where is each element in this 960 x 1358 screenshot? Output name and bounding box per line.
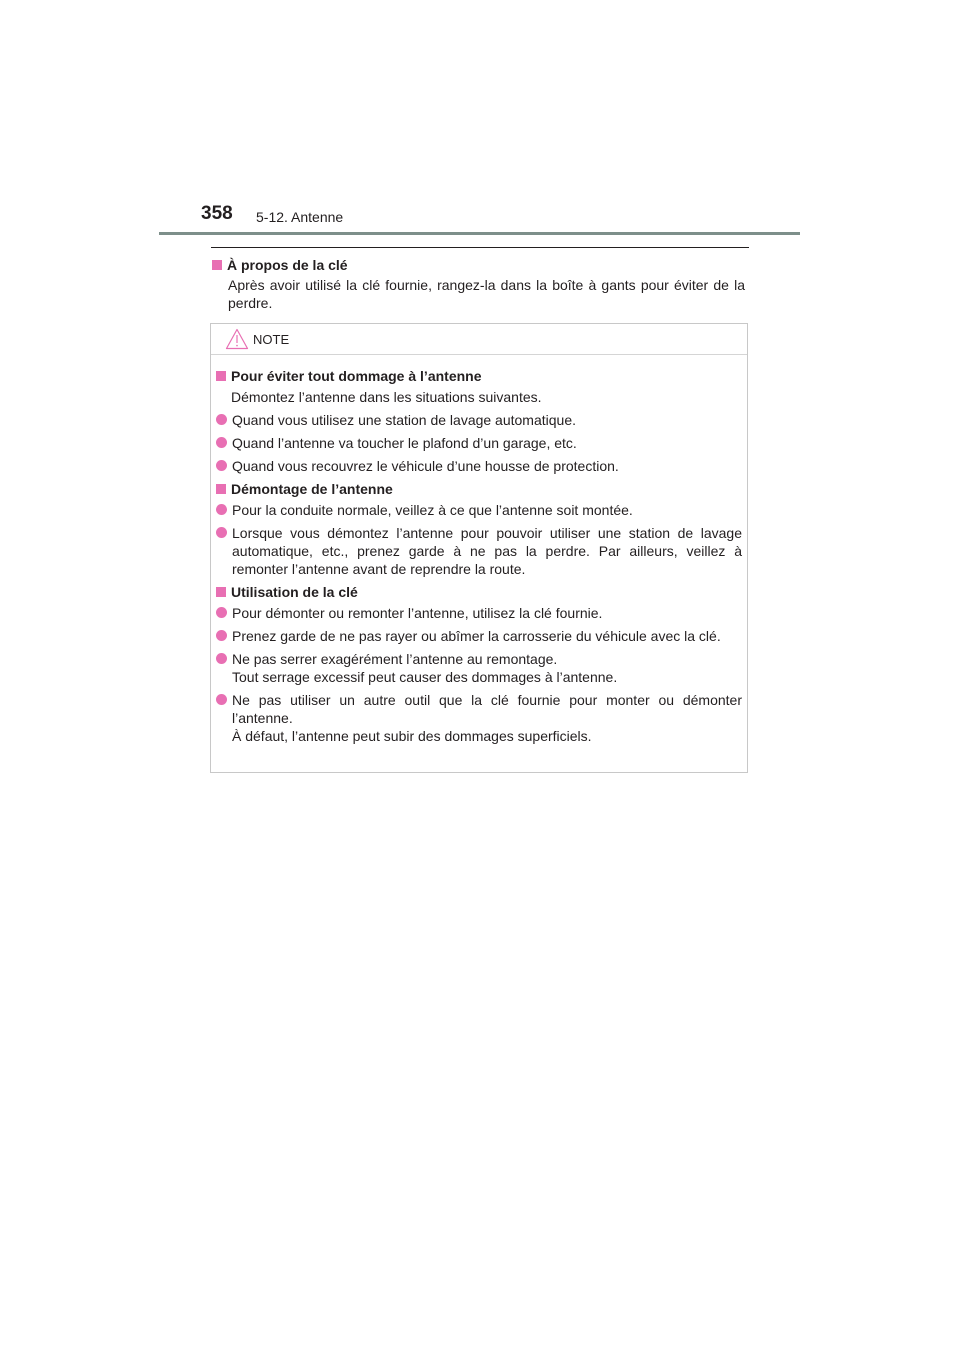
bullet-text: Pour démonter ou remonter l’antenne, utilisez la clé fournie.	[232, 605, 603, 621]
round-bullet-icon	[216, 504, 227, 515]
square-bullet-icon	[212, 260, 222, 270]
note-section-heading	[216, 480, 742, 498]
note-section-heading-text: Démontage de l’antenne	[231, 481, 393, 497]
header-rule	[159, 232, 800, 235]
note-label: NOTE	[253, 332, 290, 347]
bullet-item	[216, 524, 742, 578]
round-bullet-icon	[216, 460, 227, 471]
intro-heading-text: À propos de la clé	[227, 257, 348, 273]
note-body	[211, 355, 747, 745]
bullet-text: À défaut, l’antenne peut subir des dommages superficiels.	[232, 728, 592, 744]
bullet-item	[216, 604, 742, 622]
intro-section	[212, 256, 745, 312]
bullet-item	[216, 501, 742, 519]
bullet-text: Ne pas serrer exagérément l’antenne au remontage.	[232, 651, 558, 667]
round-bullet-icon	[216, 694, 227, 705]
bullet-item	[216, 650, 742, 686]
note-section-heading	[216, 583, 742, 601]
bullet-item	[216, 627, 742, 645]
bullet-item	[216, 434, 742, 452]
square-bullet-icon	[216, 587, 226, 597]
round-bullet-icon	[216, 653, 227, 664]
warning-triangle-icon	[225, 328, 249, 350]
round-bullet-icon	[216, 630, 227, 641]
bullet-item	[216, 691, 742, 745]
round-bullet-icon	[216, 437, 227, 448]
intro-text: Après avoir utilisé la clé fournie, rangez-la dans la boîte à gants pour éviter de la perdre.	[228, 277, 745, 311]
round-bullet-icon	[216, 607, 227, 618]
square-bullet-icon	[216, 371, 226, 381]
bullet-text: Pour la conduite normale, veillez à ce que l’antenne soit montée.	[232, 502, 633, 518]
bullet-text: Lorsque vous démontez l’antenne pour pouvoir utiliser une station de lavage automatique, etc., prenez garde à ne pas la perdre. Par ailleurs, veillez à remonter l’antenne avant de reprendre la route.	[232, 525, 742, 577]
bullet-text: Tout serrage excessif peut causer des dommages à l’antenne.	[232, 669, 618, 685]
note-section	[216, 367, 742, 475]
page-number: 358	[201, 203, 233, 224]
content-rule	[211, 247, 749, 248]
note-section-heading	[216, 367, 742, 385]
bullet-text: Quand vous utilisez une station de lavage automatique.	[232, 412, 577, 428]
bullet-item	[216, 411, 742, 429]
note-section-heading-text: Pour éviter tout dommage à l’antenne	[231, 368, 482, 384]
round-bullet-icon	[216, 527, 227, 538]
bullet-text: Prenez garde de ne pas rayer ou abîmer la carrosserie du véhicule avec la clé.	[232, 628, 721, 644]
bullet-text: Quand vous recouvrez le véhicule d’une housse de protection.	[232, 458, 619, 474]
note-section-heading-text: Utilisation de la clé	[231, 584, 358, 600]
section-title: 5-12. Antenne	[256, 209, 344, 225]
square-bullet-icon	[216, 484, 226, 494]
round-bullet-icon	[216, 414, 227, 425]
note-header	[211, 324, 747, 355]
bullet-text: Ne pas utiliser un autre outil que la clé fournie pour monter ou démonter l’antenne.	[232, 692, 742, 726]
intro-heading	[212, 256, 745, 274]
note-section	[216, 480, 742, 578]
note-box	[210, 323, 748, 773]
note-section-text: Démontez l’antenne dans les situations suivantes.	[231, 389, 542, 405]
bullet-item	[216, 457, 742, 475]
note-section	[216, 583, 742, 745]
bullet-text: Quand l’antenne va toucher le plafond d’un garage, etc.	[232, 435, 577, 451]
